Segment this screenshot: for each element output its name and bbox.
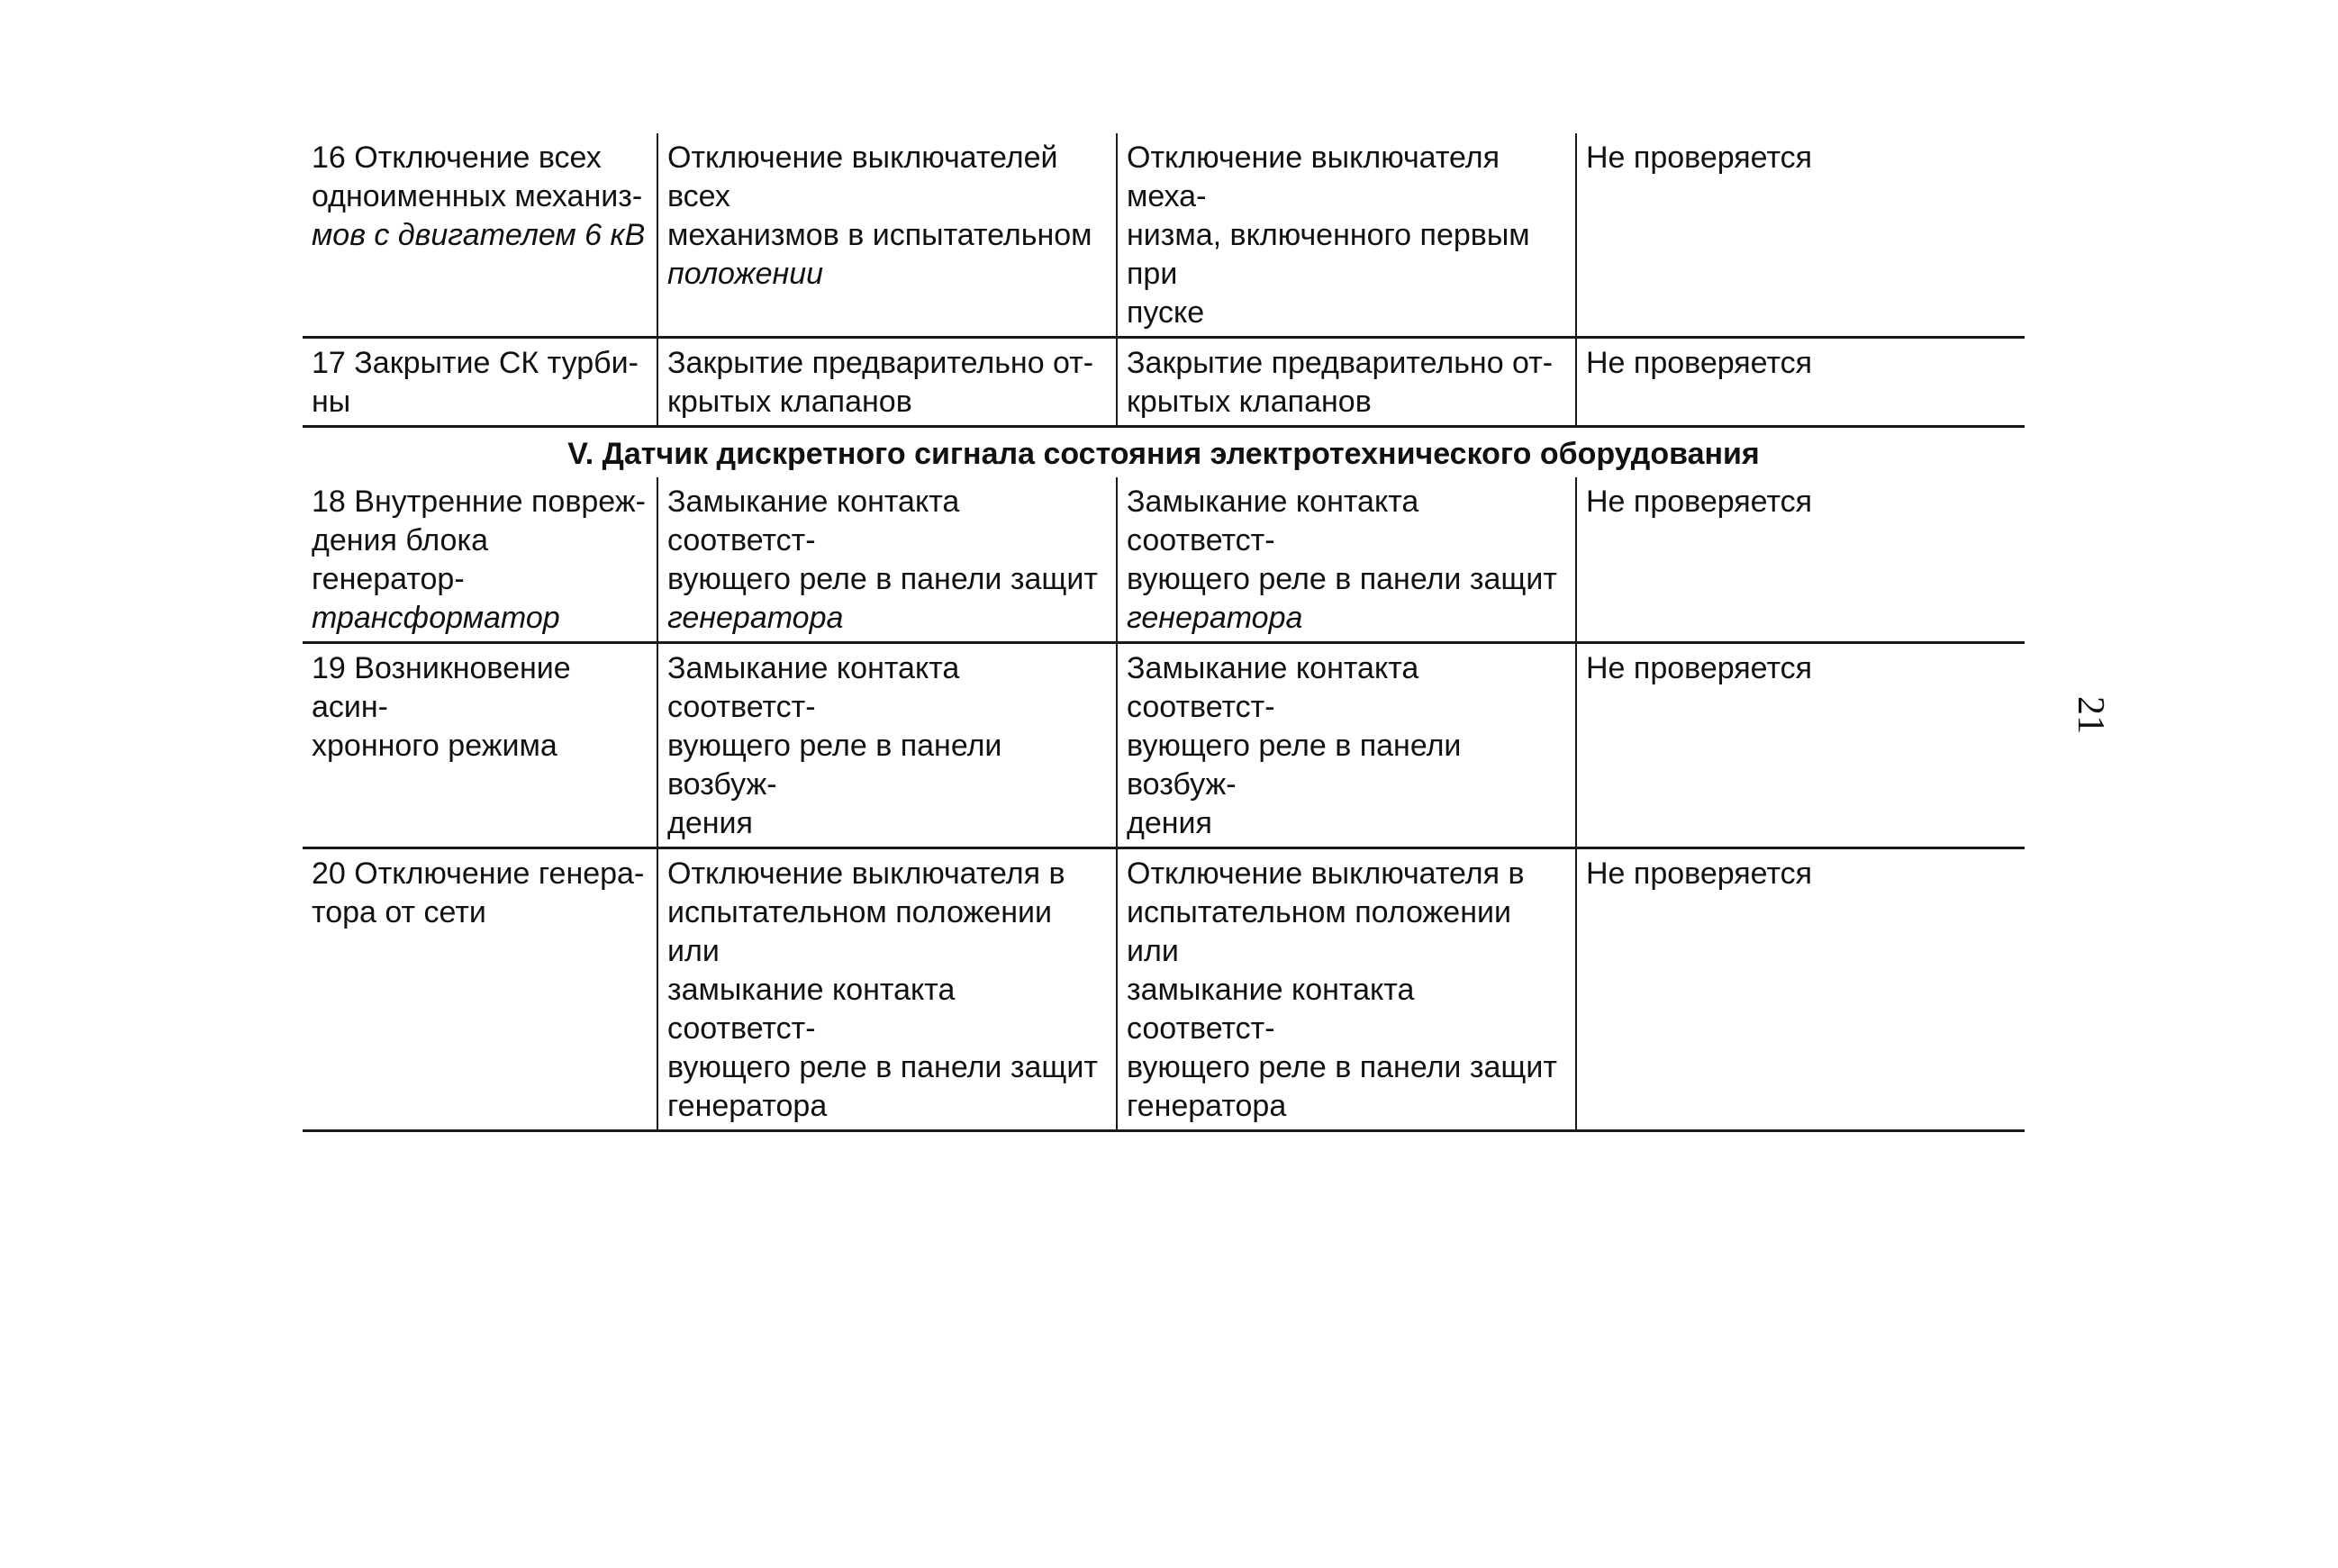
check-table [303, 133, 2025, 1132]
row-18-action-b [1117, 477, 1576, 643]
table-row-20 [303, 848, 2025, 1131]
row-19-action-a: Замыкание контакта соответст- вующего реле в панели возбуж- дения [657, 643, 1117, 848]
table-row-19 [303, 643, 2025, 848]
row-19-signal: 19 Возникновение асин- хронного режима [303, 643, 657, 848]
row-18-signal [303, 477, 657, 643]
row-16-signal-italic: мов с двигателем 6 кВ [312, 218, 646, 252]
row-18-action-a-text: Замыкание контакта соответст- вующего реле в панели защит [667, 485, 1098, 596]
row-18-action-a [657, 477, 1117, 643]
row-17-signal: 17 Закрытие СК турби- ны [303, 338, 657, 427]
row-18-signal-text: 18 Внутренние повреж- дения блока генератор- [312, 485, 646, 596]
row-16-signal-text: 16 Отключение всех одноименных механиз- [312, 140, 643, 213]
row-18-action-b-italic: генератора [1127, 601, 1303, 635]
row-16-action-a-text: Отключение выключателей всех механизмов в испытательном [667, 140, 1092, 252]
row-16-signal [303, 133, 657, 338]
row-16-action-b: Отключение выключателя меха- низма, включенного первым при пуске [1117, 133, 1576, 338]
row-17-action-b: Закрытие предварительно от- крытых клапанов [1117, 338, 1576, 427]
row-20-action-b: Отключение выключателя в испытательном положении или замыкание контакта соответст- вующего реле в панели защит генератора [1117, 848, 1576, 1131]
table-row-16 [303, 133, 2025, 338]
row-18-signal-italic: трансформатор [312, 601, 560, 635]
page-number: 21 [2070, 696, 2111, 734]
row-16-status: Не проверяется [1576, 133, 2025, 338]
row-20-action-a: Отключение выключателя в испытательном положении или замыкание контакта соответст- вующего реле в панели защит генератора [657, 848, 1117, 1131]
row-17-status: Не проверяется [1576, 338, 2025, 427]
row-18-status: Не проверяется [1576, 477, 2025, 643]
row-19-action-b: Замыкание контакта соответст- вующего реле в панели возбуж- дения [1117, 643, 1576, 848]
row-19-status: Не проверяется [1576, 643, 2025, 848]
section-heading-row [303, 427, 2025, 478]
row-20-status: Не проверяется [1576, 848, 2025, 1131]
row-16-action-a-italic: положении [667, 257, 824, 291]
table-row-17 [303, 338, 2025, 427]
row-18-action-b-text: Замыкание контакта соответст- вующего реле в панели защит [1127, 485, 1557, 596]
section-heading: V. Датчик дискретного сигнала состояния электротехнического оборудования [567, 437, 1760, 471]
row-18-action-a-italic: генератора [667, 601, 844, 635]
table-row-18 [303, 477, 2025, 643]
row-20-signal: 20 Отключение генера- тора от сети [303, 848, 657, 1131]
row-17-action-a: Закрытие предварительно от- крытых клапанов [657, 338, 1117, 427]
row-16-action-a [657, 133, 1117, 338]
